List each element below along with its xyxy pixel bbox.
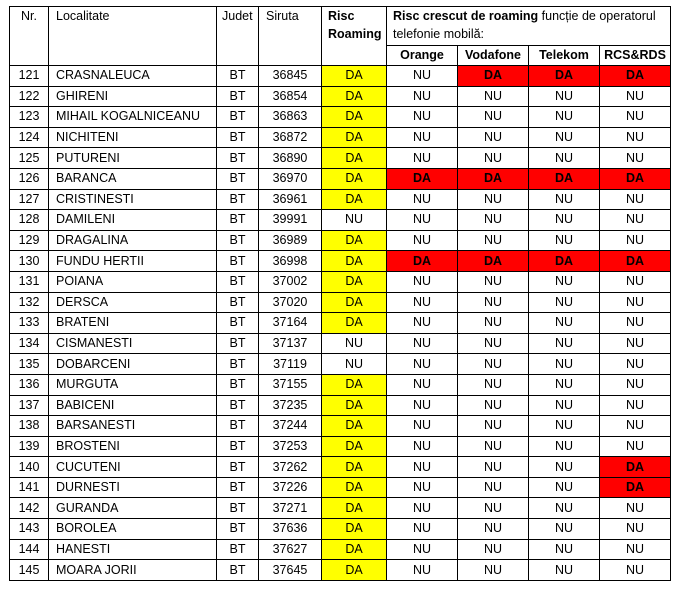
table-row [10,313,671,334]
header-vodafone: Vodafone [458,46,529,66]
cell-telekom: DA [529,251,600,272]
cell-telekom: DA [529,66,600,87]
cell-risc-roaming: DA [322,416,387,437]
cell-risc-roaming: DA [322,86,387,107]
cell-nr: 137 [10,395,49,416]
cell-nr: 140 [10,457,49,478]
cell-risc-roaming: DA [322,168,387,189]
cell-localitate: BROSTENI [49,436,217,457]
cell-risc-roaming: DA [322,271,387,292]
table-row [10,66,671,87]
cell-vodafone: NU [458,354,529,375]
cell-vodafone: NU [458,333,529,354]
cell-vodafone: NU [458,230,529,251]
cell-judet: BT [217,292,259,313]
cell-risc-roaming: DA [322,519,387,540]
cell-localitate: CRASNALEUCA [49,66,217,87]
table-row [10,230,671,251]
cell-siruta: 36890 [259,148,322,169]
header-group-rest: funcție de operatorul telefonie mobilă: [393,9,656,41]
cell-nr: 127 [10,189,49,210]
cell-nr: 139 [10,436,49,457]
cell-telekom: NU [529,395,600,416]
cell-orange: NU [387,86,458,107]
cell-vodafone: NU [458,457,529,478]
cell-localitate: HANESTI [49,539,217,560]
cell-vodafone: NU [458,416,529,437]
cell-vodafone: NU [458,560,529,581]
cell-judet: BT [217,148,259,169]
cell-risc-roaming: DA [322,107,387,128]
cell-judet: BT [217,210,259,231]
cell-rcs-rds: NU [600,354,671,375]
cell-vodafone: NU [458,148,529,169]
header-operator-group [387,7,671,46]
cell-siruta: 37262 [259,457,322,478]
table-row [10,416,671,437]
cell-localitate: GURANDA [49,498,217,519]
cell-localitate: DURNESTI [49,477,217,498]
cell-risc-roaming: DA [322,374,387,395]
cell-rcs-rds: NU [600,498,671,519]
header-risc-roaming [322,7,387,66]
cell-rcs-rds: DA [600,251,671,272]
cell-risc-roaming: DA [322,66,387,87]
cell-risc-roaming: DA [322,292,387,313]
cell-rcs-rds: NU [600,107,671,128]
cell-nr: 143 [10,519,49,540]
cell-rcs-rds: NU [600,436,671,457]
cell-siruta: 37226 [259,477,322,498]
cell-nr: 131 [10,271,49,292]
cell-nr: 123 [10,107,49,128]
cell-orange: NU [387,333,458,354]
cell-risc-roaming: DA [322,477,387,498]
cell-telekom: NU [529,271,600,292]
cell-nr: 129 [10,230,49,251]
table-row [10,477,671,498]
cell-siruta: 36845 [259,66,322,87]
cell-risc-roaming: NU [322,210,387,231]
cell-telekom: NU [529,127,600,148]
cell-nr: 135 [10,354,49,375]
cell-nr: 134 [10,333,49,354]
cell-siruta: 37627 [259,539,322,560]
table-row [10,457,671,478]
cell-localitate: BABICENI [49,395,217,416]
cell-vodafone: NU [458,292,529,313]
cell-localitate: MURGUTA [49,374,217,395]
cell-orange: NU [387,313,458,334]
cell-telekom: NU [529,86,600,107]
table-row [10,148,671,169]
cell-orange: NU [387,519,458,540]
cell-siruta: 36970 [259,168,322,189]
cell-telekom: NU [529,107,600,128]
cell-localitate: BARANCA [49,168,217,189]
header-group-bold: Risc crescut de roaming [393,9,539,23]
table-row [10,498,671,519]
cell-risc-roaming: DA [322,560,387,581]
cell-siruta: 37155 [259,374,322,395]
cell-vodafone: NU [458,436,529,457]
cell-vodafone: DA [458,168,529,189]
cell-telekom: NU [529,333,600,354]
cell-judet: BT [217,168,259,189]
cell-localitate: CISMANESTI [49,333,217,354]
cell-telekom: NU [529,519,600,540]
cell-nr: 145 [10,560,49,581]
cell-judet: BT [217,271,259,292]
table-row [10,560,671,581]
cell-siruta: 37244 [259,416,322,437]
cell-localitate: PUTURENI [49,148,217,169]
cell-localitate: MOARA JORII [49,560,217,581]
cell-judet: BT [217,86,259,107]
cell-rcs-rds: NU [600,560,671,581]
cell-localitate: GHIRENI [49,86,217,107]
cell-rcs-rds: NU [600,86,671,107]
table-row [10,127,671,148]
cell-telekom: NU [529,354,600,375]
cell-localitate: DAMILENI [49,210,217,231]
table-row [10,333,671,354]
cell-telekom: NU [529,313,600,334]
table-row [10,539,671,560]
header-risc-line1: Risc [328,9,355,23]
cell-vodafone: NU [458,477,529,498]
cell-telekom: NU [529,189,600,210]
cell-rcs-rds: NU [600,333,671,354]
cell-rcs-rds: NU [600,539,671,560]
cell-siruta: 39991 [259,210,322,231]
cell-telekom: NU [529,477,600,498]
cell-judet: BT [217,457,259,478]
roaming-risk-table [9,6,671,581]
cell-telekom: NU [529,148,600,169]
cell-risc-roaming: DA [322,539,387,560]
header-risc-line2: Roaming [328,27,382,41]
cell-vodafone: NU [458,395,529,416]
header-judet: Judet [217,7,259,66]
cell-localitate: BOROLEA [49,519,217,540]
cell-orange: NU [387,436,458,457]
cell-vodafone: NU [458,86,529,107]
cell-nr: 144 [10,539,49,560]
cell-rcs-rds: NU [600,127,671,148]
cell-rcs-rds: DA [600,457,671,478]
cell-judet: BT [217,560,259,581]
cell-siruta: 37137 [259,333,322,354]
cell-rcs-rds: NU [600,374,671,395]
cell-telekom: NU [529,210,600,231]
cell-localitate: NICHITENI [49,127,217,148]
table-row [10,86,671,107]
header-rcs-rds: RCS&RDS [600,46,671,66]
cell-judet: BT [217,395,259,416]
cell-rcs-rds: NU [600,210,671,231]
cell-telekom: NU [529,292,600,313]
cell-vodafone: NU [458,127,529,148]
cell-vodafone: NU [458,519,529,540]
cell-siruta: 36998 [259,251,322,272]
cell-orange: NU [387,374,458,395]
cell-vodafone: NU [458,189,529,210]
cell-orange: NU [387,477,458,498]
cell-risc-roaming: NU [322,333,387,354]
cell-nr: 122 [10,86,49,107]
cell-judet: BT [217,374,259,395]
cell-nr: 136 [10,374,49,395]
cell-orange: DA [387,168,458,189]
table-row [10,292,671,313]
cell-risc-roaming: NU [322,354,387,375]
table-row [10,395,671,416]
cell-orange: NU [387,498,458,519]
cell-judet: BT [217,416,259,437]
cell-siruta: 37002 [259,271,322,292]
cell-siruta: 37253 [259,436,322,457]
cell-rcs-rds: NU [600,519,671,540]
cell-siruta: 37119 [259,354,322,375]
cell-judet: BT [217,251,259,272]
cell-rcs-rds: DA [600,66,671,87]
cell-vodafone: NU [458,107,529,128]
cell-judet: BT [217,66,259,87]
cell-vodafone: NU [458,374,529,395]
header-siruta: Siruta [259,7,322,66]
cell-risc-roaming: DA [322,436,387,457]
cell-nr: 142 [10,498,49,519]
cell-judet: BT [217,498,259,519]
cell-judet: BT [217,189,259,210]
cell-orange: NU [387,354,458,375]
cell-judet: BT [217,519,259,540]
cell-vodafone: DA [458,251,529,272]
cell-vodafone: NU [458,313,529,334]
cell-nr: 141 [10,477,49,498]
header-nr: Nr. [10,7,49,66]
cell-localitate: FUNDU HERTII [49,251,217,272]
cell-risc-roaming: DA [322,498,387,519]
cell-nr: 133 [10,313,49,334]
cell-risc-roaming: DA [322,189,387,210]
cell-orange: NU [387,292,458,313]
cell-siruta: 37645 [259,560,322,581]
cell-nr: 125 [10,148,49,169]
table-row [10,271,671,292]
cell-siruta: 36872 [259,127,322,148]
cell-rcs-rds: NU [600,395,671,416]
cell-vodafone: NU [458,210,529,231]
table-body [10,66,671,581]
cell-telekom: NU [529,560,600,581]
cell-siruta: 36989 [259,230,322,251]
cell-vodafone: NU [458,539,529,560]
cell-nr: 124 [10,127,49,148]
table-header-row [10,7,671,46]
cell-orange: NU [387,560,458,581]
table-row [10,436,671,457]
cell-judet: BT [217,127,259,148]
cell-nr: 126 [10,168,49,189]
cell-risc-roaming: DA [322,251,387,272]
cell-rcs-rds: DA [600,477,671,498]
cell-orange: NU [387,271,458,292]
cell-rcs-rds: NU [600,148,671,169]
cell-rcs-rds: NU [600,271,671,292]
cell-rcs-rds: NU [600,416,671,437]
cell-telekom: DA [529,168,600,189]
cell-nr: 132 [10,292,49,313]
cell-rcs-rds: NU [600,313,671,334]
cell-orange: DA [387,251,458,272]
cell-nr: 121 [10,66,49,87]
cell-telekom: NU [529,374,600,395]
cell-localitate: POIANA [49,271,217,292]
cell-nr: 138 [10,416,49,437]
cell-siruta: 37020 [259,292,322,313]
cell-orange: NU [387,457,458,478]
cell-localitate: MIHAIL KOGALNICEANU [49,107,217,128]
cell-siruta: 37235 [259,395,322,416]
cell-orange: NU [387,395,458,416]
cell-siruta: 37636 [259,519,322,540]
table-row [10,107,671,128]
cell-telekom: NU [529,539,600,560]
cell-nr: 128 [10,210,49,231]
cell-telekom: NU [529,436,600,457]
cell-judet: BT [217,107,259,128]
table-row [10,189,671,210]
cell-judet: BT [217,436,259,457]
cell-siruta: 36961 [259,189,322,210]
cell-rcs-rds: DA [600,168,671,189]
cell-localitate: CUCUTENI [49,457,217,478]
cell-judet: BT [217,477,259,498]
table-row [10,210,671,231]
cell-rcs-rds: NU [600,230,671,251]
cell-localitate: CRISTINESTI [49,189,217,210]
cell-judet: BT [217,539,259,560]
cell-orange: NU [387,66,458,87]
cell-telekom: NU [529,498,600,519]
cell-judet: BT [217,354,259,375]
header-orange: Orange [387,46,458,66]
table-row [10,168,671,189]
cell-orange: NU [387,189,458,210]
table-row [10,354,671,375]
cell-localitate: DOBARCENI [49,354,217,375]
cell-siruta: 37164 [259,313,322,334]
cell-vodafone: DA [458,66,529,87]
cell-orange: NU [387,148,458,169]
cell-telekom: NU [529,416,600,437]
cell-orange: NU [387,107,458,128]
cell-risc-roaming: DA [322,230,387,251]
cell-vodafone: NU [458,271,529,292]
cell-orange: NU [387,416,458,437]
cell-nr: 130 [10,251,49,272]
header-telekom: Telekom [529,46,600,66]
cell-judet: BT [217,313,259,334]
cell-siruta: 37271 [259,498,322,519]
cell-localitate: DERSCA [49,292,217,313]
cell-risc-roaming: DA [322,127,387,148]
cell-localitate: BARSANESTI [49,416,217,437]
cell-risc-roaming: DA [322,395,387,416]
cell-judet: BT [217,230,259,251]
cell-orange: NU [387,127,458,148]
cell-risc-roaming: DA [322,457,387,478]
cell-judet: BT [217,333,259,354]
table-row [10,251,671,272]
cell-orange: NU [387,210,458,231]
cell-orange: NU [387,539,458,560]
cell-siruta: 36863 [259,107,322,128]
cell-vodafone: NU [458,498,529,519]
cell-siruta: 36854 [259,86,322,107]
cell-rcs-rds: NU [600,292,671,313]
table-row [10,519,671,540]
cell-telekom: NU [529,457,600,478]
cell-risc-roaming: DA [322,148,387,169]
cell-rcs-rds: NU [600,189,671,210]
cell-localitate: BRATENI [49,313,217,334]
cell-orange: NU [387,230,458,251]
cell-localitate: DRAGALINA [49,230,217,251]
cell-telekom: NU [529,230,600,251]
cell-risc-roaming: DA [322,313,387,334]
header-localitate: Localitate [49,7,217,66]
table-row [10,374,671,395]
